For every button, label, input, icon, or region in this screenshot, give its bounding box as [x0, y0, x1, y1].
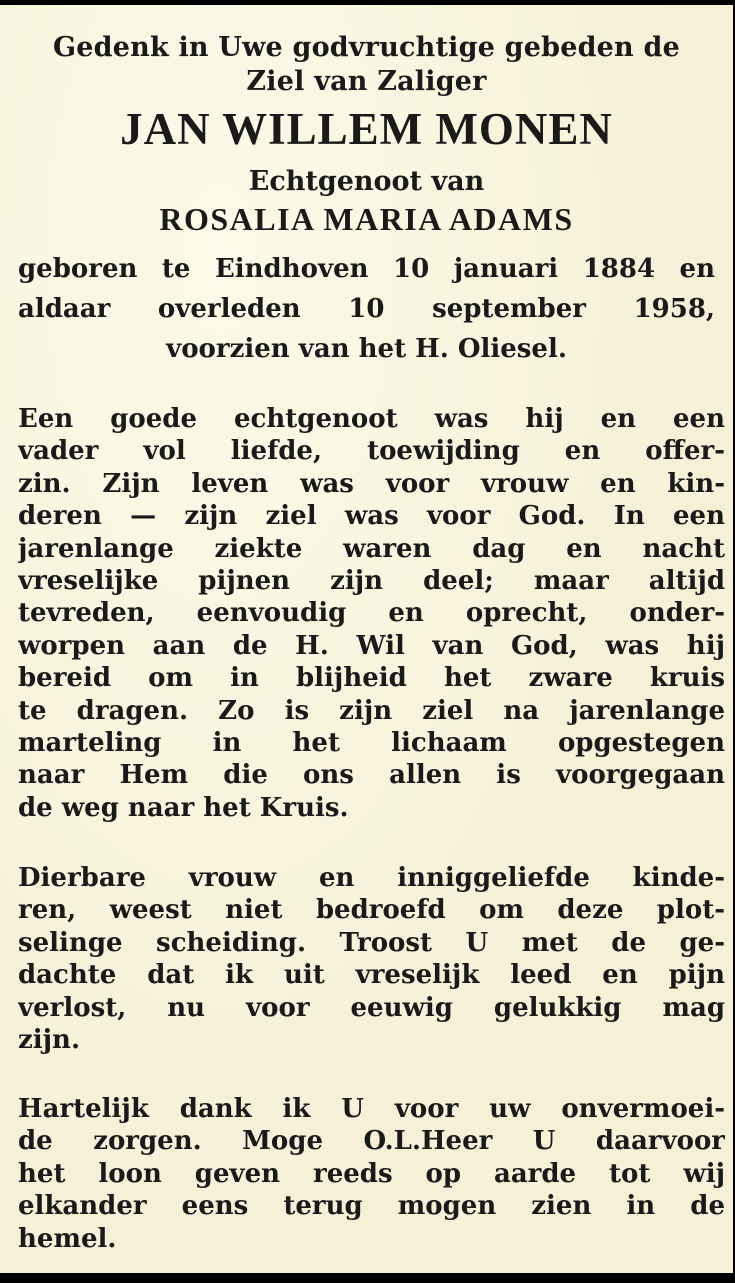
text-line: deren — zijn ziel was voor God. In een — [18, 501, 725, 532]
death-line: aldaar overleden 10 september 1958, — [18, 294, 715, 324]
text-line: de zorgen. Moge O.L.Heer U daarvoor — [18, 1126, 725, 1157]
text-line: verlost, nu voor eeuwig gelukkig mag — [18, 992, 725, 1023]
text-line: de weg naar het Kruis. — [18, 792, 349, 823]
memorial-card — [0, 5, 733, 1273]
spouse-label: Echtgenoot van — [248, 166, 485, 197]
farewell-paragraph — [18, 862, 725, 1056]
text-line: elkander eens terug mogen zien in de — [18, 1191, 725, 1222]
tribute-paragraph — [18, 403, 725, 824]
text-line: vader vol liefde, toewijding en offer- — [18, 436, 725, 467]
spouse-name: ROSALIA MARIA ADAMS — [159, 201, 574, 237]
prayer-request-line: Gedenk in Uwe godvruchtige gebeden de — [53, 32, 680, 63]
text-line: naar Hem die ons allen is voorgegaan — [18, 760, 725, 791]
text-line: worpen aan de H. Wil van God, was hij — [18, 630, 725, 661]
text-line: hemel. — [18, 1223, 117, 1254]
text-line: marteling in het lichaam opgestegen — [18, 727, 725, 758]
text-line: jarenlange ziekte waren dag en nacht — [18, 533, 725, 564]
text-line: het loon geven reeds op aarde tot wij — [18, 1158, 725, 1189]
text-line: Hartelijk dank ik U voor uw onvermoei- — [18, 1094, 725, 1124]
text-line: vreselijke pijnen zijn deel; maar altijd — [18, 565, 725, 596]
text-line: zijn. — [18, 1024, 81, 1055]
text-line: bereid om in blijheid het zware kruis — [18, 663, 725, 694]
text-line: Een goede echtgenoot was hij en een — [18, 404, 725, 434]
prayer-request-line: Ziel van Zaliger — [246, 66, 487, 97]
text-line: dachte dat ik uit vreselijk leed en pijn — [18, 960, 725, 991]
life-dates — [0, 249, 733, 369]
deceased-name: JAN WILLEM MONEN — [120, 104, 613, 154]
text-line: ren, weest niet bedroefd om deze plot- — [18, 895, 725, 926]
prayer-request — [0, 31, 733, 99]
thanks-paragraph — [18, 1093, 725, 1255]
text-line: selinge scheiding. Troost U met de ge- — [18, 927, 725, 958]
card-header — [0, 31, 733, 369]
text-line: tevreden, eenvoudig en oprecht, onder- — [18, 598, 725, 629]
birth-line: geboren te Eindhoven 10 januari 1884 en — [18, 254, 715, 284]
text-line: zin. Zijn leven was voor vrouw en kin- — [18, 468, 725, 499]
text-line: te dragen. Zo is zijn ziel na jarenlange — [18, 695, 725, 726]
text-line: Dierbare vrouw en inniggeliefde kinde- — [18, 863, 725, 893]
sacrament-line: voorzien van het H. Oliesel. — [166, 334, 567, 364]
